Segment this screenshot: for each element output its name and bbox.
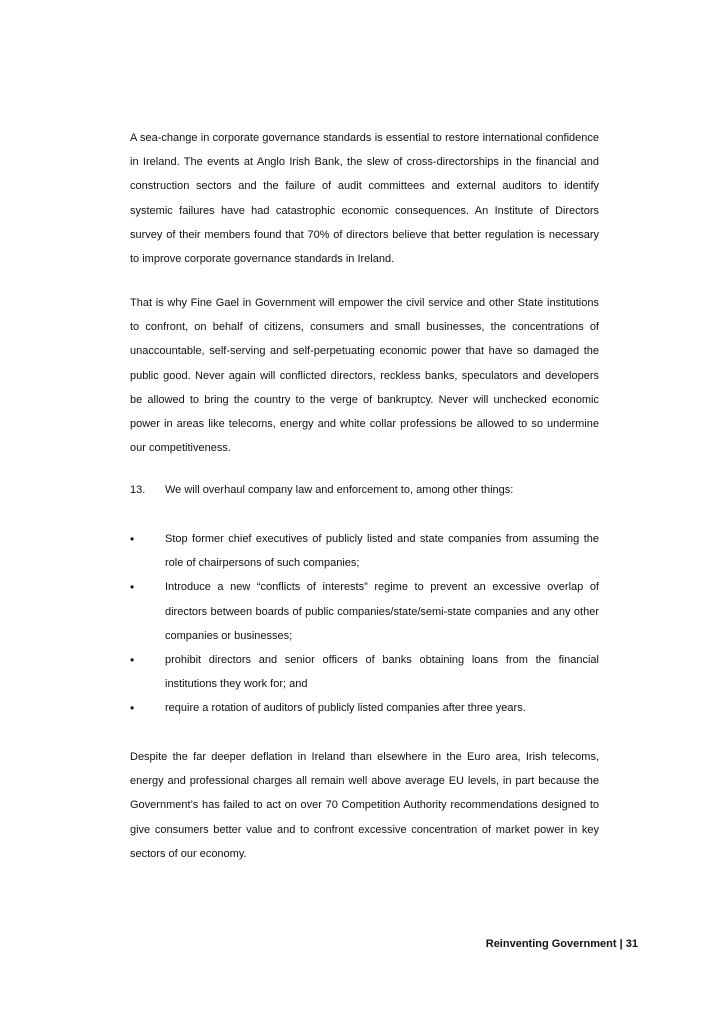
bullet-icon: • [130,580,135,595]
paragraph-deflation-charges: Despite the far deeper deflation in Ireland than elsewhere in the Euro area, Irish telecoms, energy and professional charges all remain well above average EU levels, in part because the Government’s has failed to act on over 70 Competition Authority recommendations designed to give consumers better value and to confront excessive concentration of market power in key sectors of our economy. [130,751,599,860]
list-item [130,696,599,720]
bullet-list [130,527,599,721]
list-item [130,527,599,575]
item-text: We will overhaul company law and enforcement to, among other things: [165,484,514,496]
bullet-text: Stop former chief executives of publicly listed and state companies from assuming the role of chairpersons of such companies; [165,533,599,570]
item-number: 13. [130,484,146,496]
bullet-icon: • [130,532,135,546]
bullet-text: Introduce a new “conflicts of interests” regime to prevent an excessive overlap of directors between boards of public companies/state/semi-state companies and any other companies or businesses; [165,581,599,642]
footer-separator: | [616,938,626,950]
bullet-text: prohibit directors and senior officers of banks obtaining loans from the financial institutions they work for; and [165,654,599,691]
paragraph-empower-civil-service: That is why Fine Gael in Government will empower the civil service and other State institutions to confront, on behalf of citizens, consumers and small businesses, the concentrations of unaccountable, self-serving and self-perpetuating economic power that have so damaged the public good. Never again will conflicted directors, reckless banks, speculators and developers be allowed to bring the country to the verge of bankruptcy. Never will unchecked economic power in areas like telecoms, energy and white collar professions be allowed to so undermine our competitiveness. [130,297,599,455]
paragraph-corporate-governance: A sea-change in corporate governance standards is essential to restore international confidence in Ireland. The events at Anglo Irish Bank, the slew of cross-directorships in the financial and construction sectors and the failure of audit committees and external auditors to identify systemic failures have had catastrophic economic consequences. An Institute of Directors survey of their members found that 70% of directors believe that better regulation is necessary to improve corporate governance standards in Ireland. [130,132,599,266]
bullet-text: require a rotation of auditors of publicly listed companies after three years. [165,702,526,715]
numbered-item [130,479,599,501]
list-item [130,648,599,696]
page-number: 31 [625,938,638,950]
list-item [130,575,599,648]
page-footer [486,938,638,950]
bullet-icon: • [130,701,135,716]
bullet-icon: • [130,653,135,668]
footer-title: Reinventing Government [485,938,617,950]
